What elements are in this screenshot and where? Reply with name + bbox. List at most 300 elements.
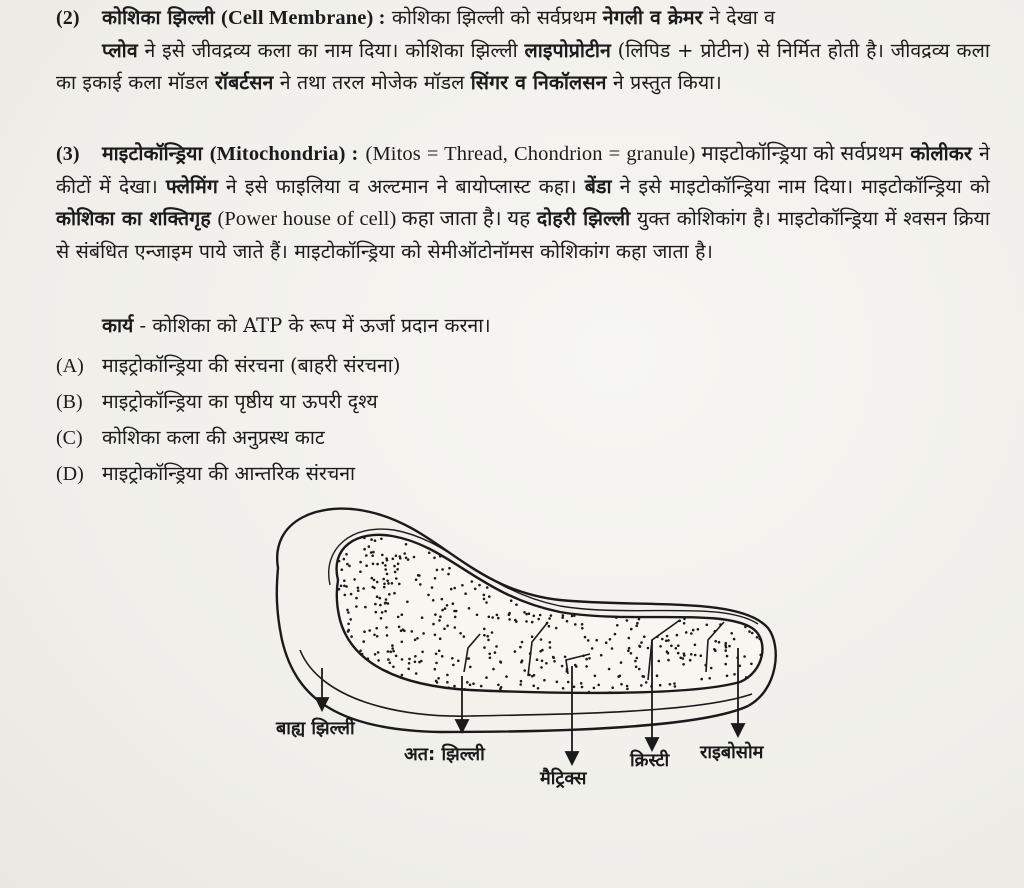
granule-dot [725, 646, 728, 649]
granule-dot [539, 614, 542, 617]
granule-dot [463, 635, 466, 638]
granule-dot [561, 616, 564, 619]
granule-dot [367, 657, 370, 660]
granule-dot [487, 639, 490, 642]
granule-dot [488, 653, 491, 656]
granule-dot [685, 631, 688, 634]
function-text: - कोशिका को ATP के रूप में ऊर्जा प्रदान करना। [139, 314, 491, 337]
bold-term: कोलीकर [910, 142, 972, 165]
granule-dot [466, 681, 469, 684]
granule-dot [533, 674, 536, 677]
granule-dot [483, 598, 486, 601]
granule-dot [443, 628, 446, 631]
granule-dot [392, 558, 395, 561]
granule-dot [626, 688, 629, 691]
granule-dot [432, 599, 435, 602]
granule-dot [505, 675, 508, 678]
list-item-text: माइट्रोकॉन्ड्रिया का पृष्ठीय या ऊपरी दृश्य [102, 390, 378, 413]
granule-dot [525, 613, 528, 616]
granule-dot [593, 687, 596, 690]
label-ribosome: राइबोसोम [700, 742, 764, 763]
text-run: (लिपिड + प्रोटीन) से निर्मित होती है। जीवद्रव्य कला का इकाई कला मॉडल [56, 38, 990, 94]
granule-dot [595, 639, 598, 642]
granule-dot [549, 641, 552, 644]
granule-dot [725, 642, 728, 645]
granule-dot [744, 626, 747, 629]
granule-dot [346, 563, 349, 566]
granule-dot [630, 652, 633, 655]
granule-dot [420, 660, 423, 663]
granule-dot [495, 645, 498, 648]
granule-dot [384, 602, 387, 605]
granule-dot [659, 684, 662, 687]
granule-dot [376, 635, 379, 638]
granule-dot [472, 682, 475, 685]
granule-dot [370, 538, 373, 541]
granule-dot [387, 602, 390, 605]
granule-dot [450, 588, 453, 591]
granule-dot [700, 678, 703, 681]
granule-dot [386, 634, 389, 637]
granule-dot [441, 568, 444, 571]
granule-dot [454, 616, 457, 619]
granule-dot [407, 668, 410, 671]
granule-dot [566, 620, 569, 623]
granule-dot [745, 676, 748, 679]
granule-dot [521, 641, 524, 644]
granule-dot [417, 574, 420, 577]
granule-dot [620, 683, 623, 686]
granule-dot [459, 632, 462, 635]
granule-dot [528, 612, 531, 615]
granule-dot [726, 675, 729, 678]
granule-dot [733, 673, 736, 676]
granule-dot [435, 662, 438, 665]
granule-dot [469, 666, 472, 669]
granule-dot [399, 557, 402, 560]
granule-dot [359, 570, 362, 573]
granule-dot [395, 555, 398, 558]
granule-dot [414, 661, 417, 664]
granule-dot [519, 683, 522, 686]
granule-dot [638, 645, 641, 648]
granule-dot [724, 663, 727, 666]
bold-term: रॉबर्टसन [214, 71, 274, 94]
granule-dot [446, 625, 449, 628]
granule-dot [374, 603, 377, 606]
granule-dot [376, 595, 379, 598]
granule-dot [382, 578, 385, 581]
granule-dot [525, 620, 528, 623]
granule-dot [382, 562, 385, 565]
text-run: कोशिका झिल्ली को सर्वप्रथम [391, 6, 597, 29]
granule-dot [433, 557, 436, 560]
granule-dot [347, 611, 350, 614]
granule-dot [413, 556, 416, 559]
granule-dot [434, 577, 437, 580]
granule-dot [591, 647, 594, 650]
granule-dot [376, 563, 379, 566]
granule-dot [665, 640, 668, 643]
granule-dot [435, 653, 438, 656]
granule-dot [428, 552, 431, 555]
granule-dot [357, 589, 360, 592]
granule-dot [393, 565, 396, 568]
granule-dot [670, 645, 673, 648]
granule-dot [523, 669, 526, 672]
granule-dot [411, 630, 414, 633]
granule-dot [397, 616, 400, 619]
text-run: ने इसे जीवद्रव्य कला का नाम दिया। कोशिका झिल्ली [144, 38, 518, 62]
granule-dot [758, 638, 761, 641]
granule-dot [389, 651, 392, 654]
granule-dot [379, 597, 382, 600]
granule-dot [489, 657, 492, 660]
text-run: ने देखा व [709, 6, 776, 29]
granule-dot [464, 592, 467, 595]
granule-dot [361, 653, 364, 656]
granule-dot [400, 630, 403, 633]
granule-dot [439, 555, 442, 558]
granule-dot [395, 577, 398, 580]
granule-dot [483, 594, 486, 597]
section-number: (2) [56, 7, 80, 29]
granule-dot [497, 617, 500, 620]
granule-dot [387, 582, 390, 585]
granule-dot [483, 628, 486, 631]
granule-dot [515, 603, 518, 606]
granule-dot [531, 635, 534, 638]
granule-dot [609, 638, 612, 641]
granule-dot [446, 674, 449, 677]
granule-dot [415, 672, 418, 675]
granule-dot [609, 691, 612, 694]
granule-dot [394, 571, 397, 574]
granule-dot [384, 610, 387, 613]
granule-dot [391, 647, 394, 650]
list-item-text: कोशिका कला की अनुप्रस्थ काट [102, 426, 325, 449]
granule-dot [510, 599, 513, 602]
section-heading-english: (Cell Membrane) : [221, 7, 386, 29]
granule-dot [718, 641, 721, 644]
granule-dot [427, 594, 430, 597]
granule-dot [346, 609, 349, 612]
list-item-label: (D) [56, 463, 84, 485]
granule-dot [397, 563, 400, 566]
granule-dot [446, 681, 449, 684]
granule-dot [438, 619, 441, 622]
label-outer-membrane: बाह्य झिल्ली [276, 718, 355, 739]
granule-dot [626, 619, 629, 622]
granule-dot [350, 635, 353, 638]
granule-dot [386, 559, 389, 562]
list-item-text: माइट्रोकॉन्ड्रिया की संरचना (बाहरी संरचना) [102, 354, 401, 377]
granule-dot [537, 618, 540, 621]
granule-dot [432, 623, 435, 626]
granule-dot [401, 658, 404, 661]
granule-dot [588, 691, 591, 694]
granule-dot [368, 629, 371, 632]
granule-dot [697, 628, 700, 631]
granule-dot [549, 646, 552, 649]
granule-dot [405, 543, 408, 546]
granule-dot [638, 618, 641, 621]
granule-dot [562, 687, 565, 690]
granule-dot [683, 622, 686, 625]
granule-dot [377, 659, 380, 662]
bold-term: सिंगर व निकॉलसन [470, 71, 607, 94]
granule-dot [384, 564, 387, 567]
granule-dot [439, 615, 442, 618]
granule-dot [414, 655, 417, 658]
granule-dot [375, 627, 378, 630]
granule-dot [605, 641, 608, 644]
text-run: ने कीटों में देखा। [56, 142, 990, 198]
granule-dot [548, 617, 551, 620]
granule-dot [531, 621, 534, 624]
granule-dot [365, 564, 368, 567]
granule-dot [541, 660, 544, 663]
granule-dot [373, 634, 376, 637]
granule-dot [626, 685, 629, 688]
granule-dot [666, 635, 669, 638]
granule-dot [492, 668, 495, 671]
granule-dot [710, 667, 713, 670]
granule-dot [656, 674, 659, 677]
granule-dot [523, 611, 526, 614]
granule-dot [398, 583, 401, 586]
granule-dot [751, 632, 754, 635]
text-run: (Power house of cell) कहा जाता है। यह [217, 208, 531, 230]
granule-dot [345, 553, 348, 556]
granule-dot [448, 567, 451, 570]
granule-dot [677, 652, 680, 655]
granule-dot [514, 619, 517, 622]
bold-term: बेंडा [584, 174, 612, 198]
granule-dot [533, 615, 536, 618]
granule-dot [406, 601, 409, 604]
granule-dot [545, 662, 548, 665]
granule-dot [377, 651, 380, 654]
granule-dot [550, 614, 553, 617]
granule-dot [389, 662, 392, 665]
granule-dot [381, 554, 384, 557]
granule-dot [628, 637, 631, 640]
granule-dot [615, 616, 618, 619]
granule-dot [494, 651, 497, 654]
granule-dot [643, 675, 646, 678]
granule-dot [713, 648, 716, 651]
granule-dot [616, 624, 619, 627]
granule-dot [532, 685, 535, 688]
granule-dot [750, 663, 753, 666]
granule-dot [364, 606, 367, 609]
granule-dot [469, 684, 472, 687]
list-item-label: (A) [56, 355, 84, 377]
granule-dot [682, 663, 685, 666]
granule-dot [679, 657, 682, 660]
granule-dot [690, 632, 693, 635]
list-item-text: माइट्रोकॉन्ड्रिया की आन्तरिक संरचना [102, 462, 356, 485]
granule-dot [683, 652, 686, 655]
section-heading-english: (Mitochondria) : [209, 143, 359, 165]
granule-dot [451, 657, 454, 660]
granule-dot [500, 686, 503, 689]
label-inner-membrane: अत: झिल्ली [404, 744, 485, 765]
granule-dot [574, 623, 577, 626]
granule-dot [556, 681, 559, 684]
granule-dot [726, 655, 729, 658]
granule-dot [674, 685, 677, 688]
granule-dot [540, 638, 543, 641]
granule-dot [408, 662, 411, 665]
granule-dot [380, 538, 383, 541]
text-run: ने तथा तरल मोजेक मॉडल [279, 71, 465, 94]
granule-dot [453, 587, 456, 590]
granule-dot [363, 537, 366, 540]
granule-dot [343, 579, 346, 582]
granule-dot [435, 680, 438, 683]
granule-dot [357, 587, 360, 590]
granule-dot [452, 664, 455, 667]
granule-dot [614, 633, 617, 636]
granule-dot [520, 680, 523, 683]
granule-dot [434, 613, 437, 616]
granule-dot [508, 618, 511, 621]
granule-dot [636, 622, 639, 625]
granule-dot [374, 539, 377, 542]
granule-dot [537, 687, 540, 690]
granule-dot [488, 595, 491, 598]
granule-dot [374, 653, 377, 656]
granule-dot [457, 660, 460, 663]
list-item-label: (C) [56, 427, 83, 449]
granule-dot [659, 645, 662, 648]
granule-dot [748, 630, 751, 633]
granule-dot [594, 675, 597, 678]
granule-dot [393, 592, 396, 595]
granule-dot [385, 598, 388, 601]
bold-term: प्लोव [102, 38, 138, 62]
granule-dot [689, 659, 692, 662]
section-number: (3) [56, 143, 80, 165]
granule-dot [386, 573, 389, 576]
granule-dot [519, 646, 522, 649]
granule-dot [343, 585, 346, 588]
granule-dot [573, 614, 576, 617]
granule-dot [474, 588, 477, 591]
granule-dot [372, 563, 375, 566]
granule-dot [452, 602, 455, 605]
granule-dot [733, 638, 736, 641]
granule-dot [392, 650, 395, 653]
granule-dot [447, 686, 450, 689]
granule-dot [635, 666, 638, 669]
text-run: युक्त कोशिकांग है। माइटोकॉन्ड्रिया में श्वसन क्रिया से संबंधित एन्जाइम पाये जाते हैं। माइटोकॉन्ड्रिया को सेमीऑटोनॉमस कोशिकांग कहा जाता है। [56, 207, 990, 263]
text-run: ने इसे माइटोकॉन्ड्रिया नाम दिया। माइटोकॉन्ड्रिया को [619, 174, 990, 198]
section-heading-hindi: कोशिका झिल्ली [102, 6, 215, 29]
granule-dot [355, 605, 358, 608]
granule-dot [463, 688, 466, 691]
granule-dot [543, 679, 546, 682]
text-run: (Mitos = Thread, Chondrion = granule) माइटोकॉन्ड्रिया को सर्वप्रथम [365, 143, 904, 165]
granule-dot [391, 582, 394, 585]
granule-dot [441, 598, 444, 601]
granule-dot [584, 636, 587, 639]
granule-dot [359, 561, 362, 564]
granule-dot [437, 677, 440, 680]
granule-dot [444, 607, 447, 610]
granule-dot [403, 552, 406, 555]
granule-dot [485, 676, 488, 679]
granule-dot [381, 611, 384, 614]
granule-dot [338, 560, 341, 563]
bold-term: दोहरी झिल्ली [536, 207, 631, 230]
granule-dot [370, 551, 373, 554]
granule-dot [756, 636, 759, 639]
bold-term: लाइपोप्रोटीन [524, 38, 611, 62]
granule-dot [574, 664, 577, 667]
granule-dot [581, 623, 584, 626]
granule-dot [471, 580, 474, 583]
label-matrix: मैट्रिक्स [540, 768, 587, 789]
granule-dot [567, 681, 570, 684]
granule-dot [403, 630, 406, 633]
granule-dot [677, 644, 680, 647]
granule-dot [743, 655, 746, 658]
granule-dot [499, 660, 502, 663]
text-run: ने प्रस्तुत किया। [612, 71, 722, 94]
granule-dot [521, 659, 524, 662]
granule-dot [585, 658, 588, 661]
granule-dot [446, 604, 449, 607]
granule-dot [640, 684, 643, 687]
granule-dot [553, 660, 556, 663]
granule-dot [597, 684, 600, 687]
granule-dot [347, 630, 350, 633]
granule-dot [468, 607, 471, 610]
granule-dot [414, 639, 417, 642]
list-item-label: (B) [56, 391, 83, 413]
granule-dot [564, 656, 567, 659]
granule-dot [730, 632, 733, 635]
granule-dot [338, 588, 341, 591]
granule-dot [348, 565, 351, 568]
granule-dot [627, 650, 630, 653]
granule-dot [453, 610, 456, 613]
granule-dot [555, 627, 558, 630]
granule-dot [486, 635, 489, 638]
granule-dot [488, 616, 491, 619]
granule-dot [536, 658, 539, 661]
granule-dot [486, 586, 489, 589]
granule-dot [728, 645, 731, 648]
label-cristae: क्रिस्टी [630, 750, 670, 771]
granule-dot [368, 545, 371, 548]
granule-dot [383, 586, 386, 589]
granule-dot [608, 668, 611, 671]
granule-dot [421, 651, 424, 654]
granule-dot [658, 660, 661, 663]
granule-dot [581, 686, 584, 689]
granule-dot [634, 660, 637, 663]
granule-dot [415, 578, 418, 581]
granule-dot [552, 656, 555, 659]
granule-dot [363, 630, 366, 633]
granule-dot [353, 578, 356, 581]
granule-dot [483, 634, 486, 637]
granule-dot [350, 593, 353, 596]
